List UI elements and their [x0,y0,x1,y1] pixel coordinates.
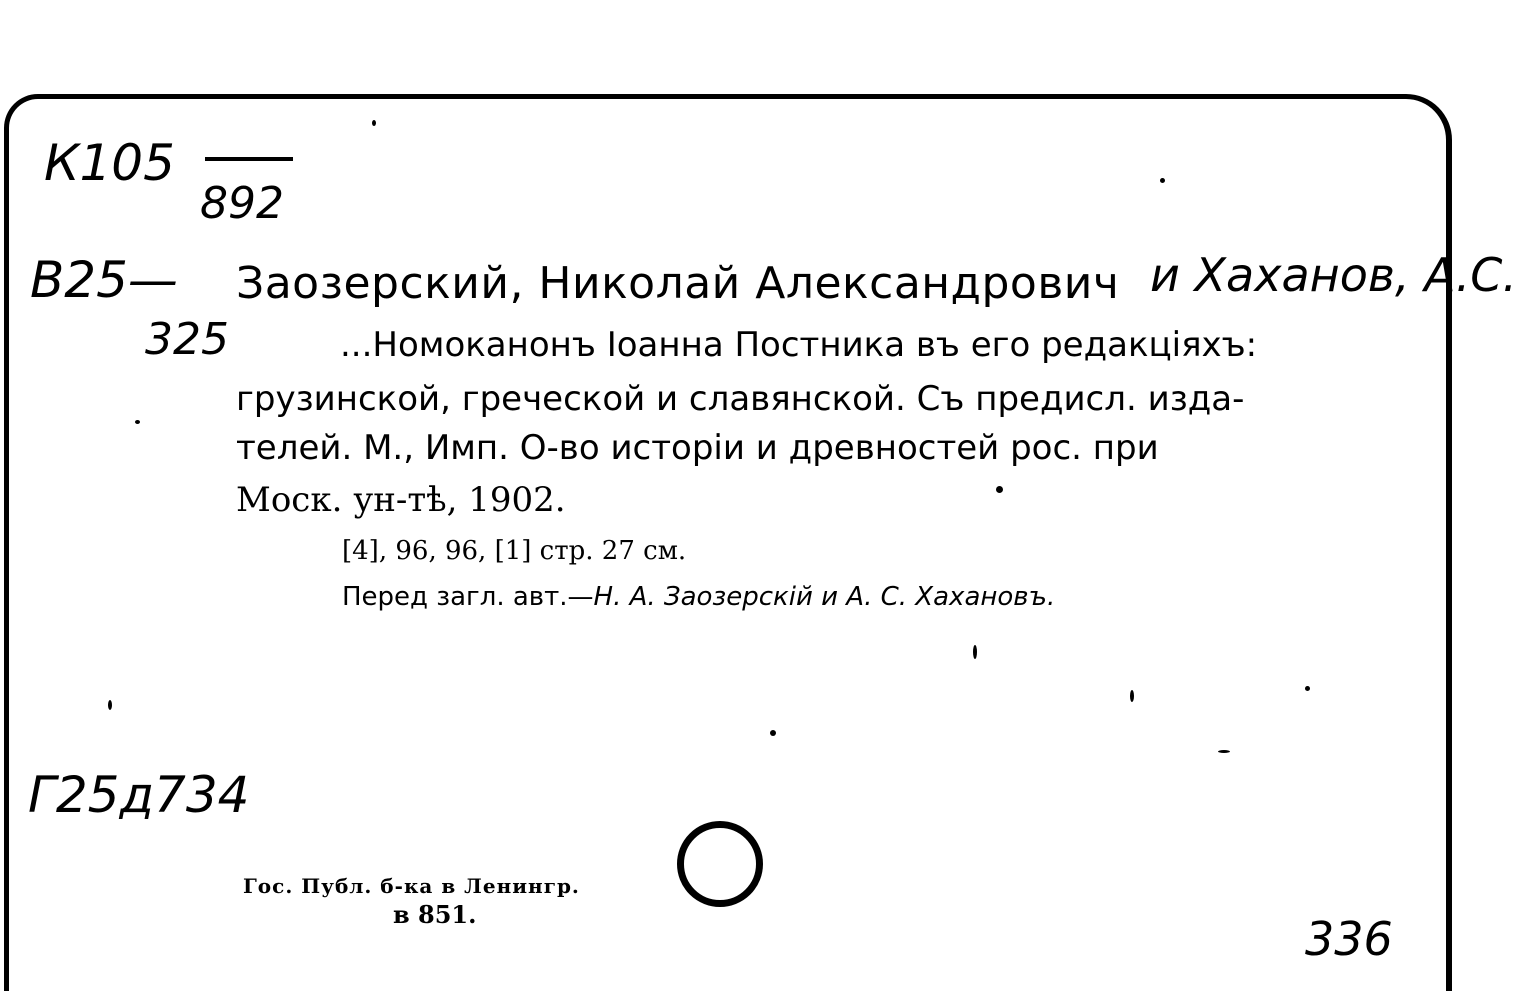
library-stamp-number: в 851. [393,900,477,929]
shelf-mark-rule [205,157,293,161]
collation-line: [4], 96, 96, [1] стр. 27 см. [342,536,687,566]
punch-hole-circle [677,821,763,907]
speck [108,700,112,710]
speck [973,645,977,659]
note-prefix: Перед загл. авт.— [342,582,594,612]
co-author-handwritten: и Хаханов, А.С. [1150,248,1517,302]
speck [996,486,1003,493]
library-stamp: Гос. Публ. б-ка в Ленингр. [243,874,580,898]
speck [1130,690,1134,702]
author-heading: Заозерский, Николай Александрович [236,258,1120,309]
speck [1305,686,1310,691]
speck [135,420,140,424]
shelf-mark-handwritten: К105 [44,134,175,192]
call-number-sub: 325 [145,314,229,365]
speck [1160,178,1165,183]
imprint-line: Моск. ун-тѣ, 1902. [236,480,566,520]
imprint-line: телей. М., Имп. О-во исторіи и древностей рос. при [236,428,1159,468]
title-line: ...Номоканонъ Іоанна Постника въ его редакціяхъ: [340,325,1258,365]
shelf-mark-number: 892 [200,178,284,229]
inventory-number-handwritten: Г25д734 [28,766,250,824]
speck [770,730,776,736]
note-line [342,584,1055,610]
page-number: 336 [1305,912,1393,966]
call-number-handwritten: B25— [30,251,178,309]
speck [1218,750,1230,753]
speck [372,120,376,126]
title-line: грузинской, греческой и славянской. Съ предисл. изда- [236,379,1245,419]
note-authors: Н. А. Заозерскій и А. С. Хахановъ. [593,582,1056,612]
